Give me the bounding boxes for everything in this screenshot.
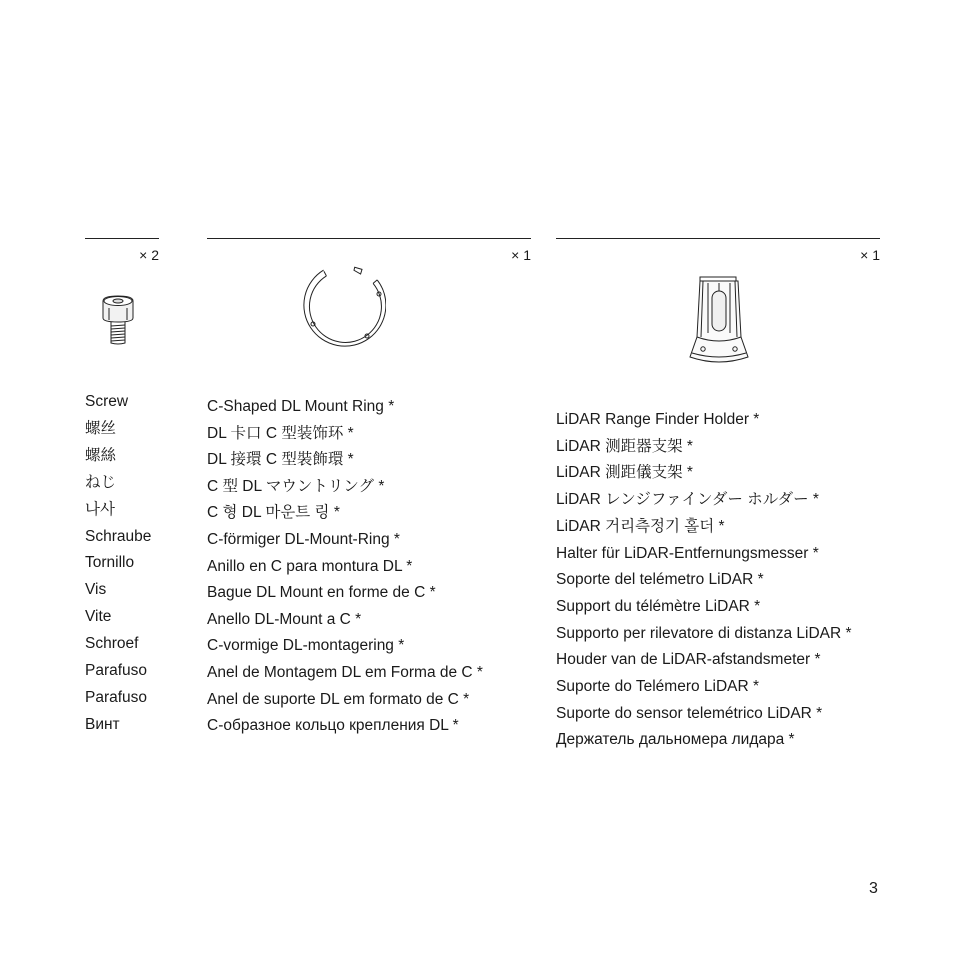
list-item: C 型 DL マウントリング * [207, 477, 385, 495]
list-item: LiDAR 測距儀支架 * [556, 464, 693, 482]
list-item: Supporto per rilevatore di distanza LiDAR * [556, 624, 852, 642]
list-item: Schroef [85, 635, 139, 653]
ring-column [207, 238, 531, 758]
holder-column [556, 238, 880, 768]
list-item: Screw [85, 393, 129, 410]
ring-quantity: × 1 [511, 247, 531, 263]
list-item: Anel de Montagem DL em Forma de C * [207, 663, 483, 681]
list-item: LiDAR Range Finder Holder * [556, 411, 760, 428]
list-item: Bague DL Mount en forme de C * [207, 584, 436, 602]
list-item: Parafuso [85, 662, 148, 680]
holder-name-list [556, 407, 852, 754]
list-item: Vis [85, 581, 107, 599]
list-item: Parafuso [85, 688, 148, 706]
list-item: Schraube [85, 527, 152, 545]
list-item: C-vormige DL-montagering * [207, 637, 405, 655]
list-item: 螺丝 [85, 419, 117, 437]
list-item: Anel de suporte DL em formato de C * [207, 690, 470, 708]
list-item: C-förmiger DL-Mount-Ring * [207, 530, 400, 548]
list-item: Halter für LiDAR-Entfernungsmesser * [556, 544, 819, 562]
screw-name-list [85, 389, 151, 739]
c-ring-illustration [302, 266, 386, 350]
ring-name-list [207, 394, 483, 740]
list-item: LiDAR 거리측정기 홀더 * [556, 517, 725, 535]
holder-quantity: × 1 [860, 247, 880, 263]
list-item: Tornillo [85, 554, 135, 572]
list-item: 螺絲 [85, 446, 117, 464]
list-item: Suporte do sensor telemétrico LiDAR * [556, 704, 823, 722]
list-item: Vite [85, 608, 112, 626]
list-item: Держатель дальномера лидара * [556, 731, 795, 749]
list-item: Anillo en C para montura DL * [207, 557, 413, 575]
list-item: Anello DL-Mount a C * [207, 610, 362, 628]
list-item: DL 接環 C 型裝飾環 * [207, 451, 354, 469]
list-item: Suporte do Telémero LiDAR * [556, 678, 760, 696]
list-item: 나사 [85, 500, 115, 518]
list-item: Support du télémètre LiDAR * [556, 597, 761, 615]
list-item: C 형 DL 마운트 링 * [207, 504, 340, 522]
list-item: DL 卡口 C 型装饰环 * [207, 424, 354, 442]
ring-divider [207, 238, 531, 239]
list-item: C-Shaped DL Mount Ring * [207, 398, 395, 415]
screw-divider [85, 238, 159, 239]
screw-illustration [101, 294, 135, 346]
list-item: ねじ [85, 473, 117, 491]
screw-quantity: × 2 [139, 247, 159, 263]
list-item: Винт [85, 715, 120, 733]
lidar-holder-illustration [686, 275, 752, 367]
list-item: LiDAR レンジファインダー ホルダー * [556, 491, 819, 509]
page-number: 3 [869, 880, 878, 897]
screw-column [85, 238, 159, 738]
list-item: LiDAR 测距器支架 * [556, 437, 693, 455]
list-item: Soporte del telémetro LiDAR * [556, 571, 764, 589]
holder-divider [556, 238, 880, 239]
list-item: С-образное кольцо крепления DL * [207, 717, 459, 735]
list-item: Houder van de LiDAR-afstandsmeter * [556, 651, 821, 669]
